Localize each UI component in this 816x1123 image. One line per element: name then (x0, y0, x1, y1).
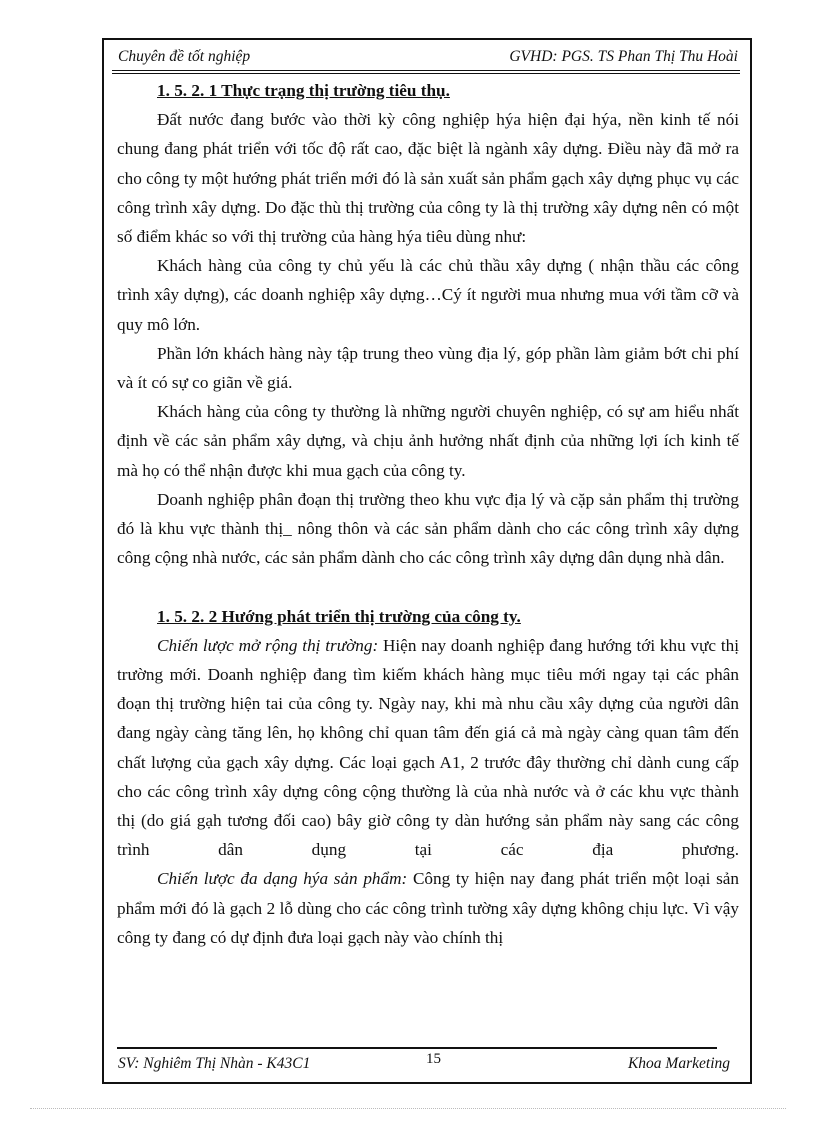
footer-rule (117, 1047, 717, 1049)
page-footer (118, 1053, 730, 1077)
strategy-paragraph-product-diversification (117, 864, 739, 952)
footer-faculty: Khoa Marketing (627, 1055, 730, 1072)
section-heading-1-5-2-2: 1. 5. 2. 2 Hướng phát triển thị trường của công ty. (157, 606, 521, 626)
header-rule-second (112, 73, 740, 74)
blank-line (117, 572, 739, 601)
footer-student: SV: Nghiêm Thị Nhàn - K43C1 (118, 1055, 311, 1072)
section-heading-1-5-2-1: 1. 5. 2. 1 Thực trạng thị trường tiêu thụ. (157, 81, 450, 100)
strategy-text: Công ty hiện nay đang phát triển một loại sản phẩm mới đó là gạch 2 lỗ dùng cho các công trình tường xây dựng không chịu lực. Vì vậy công ty đang có dự định đưa loại gạch này vào chính thị (117, 869, 739, 947)
page-edge-dotted-line (30, 1108, 786, 1109)
body-paragraph: Khách hàng của công ty thường là những người chuyên nghiệp, có sự am hiểu nhất định về các sản phẩm xây dựng, và chịu ảnh hưởng nhất định của những lợi ích kinh tế mà họ có thể nhận được khi mua gạch của công ty. (117, 402, 739, 480)
page-number: 15 (426, 1051, 441, 1067)
header-advisor: GVHD: PGS. TS Phan Thị Thu Hoài (509, 48, 738, 65)
strategy-label: Chiến lược đa dạng hýa sản phẩm: (157, 869, 408, 889)
body-paragraph: Đất nước đang bước vào thời kỳ công nghiệp hýa hiện đại hýa, nền kinh tế nói chung đang phát triển với tốc độ rất cao, đặc biệt là ngành xây dựng. Điều này đã mở ra cho công ty một hướng phát triển mới đó là sản xuất sản phẩm gạch xây dựng phục vụ các công trình xây dựng. Do đặc thù thị trường của công ty là thị trường xây dựng nên có một số điểm khác so với thị trường của hàng hýa tiêu dùng như: (117, 110, 739, 247)
header-rule (112, 70, 740, 71)
strategy-paragraph-market-expansion (117, 631, 739, 865)
strategy-label: Chiến lược mở rộng thị trường: (157, 635, 379, 655)
document-body (117, 76, 739, 952)
body-paragraph: Doanh nghiệp phân đoạn thị trường theo khu vực địa lý và cặp sản phẩm thị trường đó là khu vực thành thị_ nông thôn và các sản phẩm dành cho các công trình xây dựng công cộng nhà nước, các sản phẩm dành cho các công trình xây dựng dân dụng nhà dân. (117, 489, 739, 568)
body-paragraph: Phần lớn khách hàng này tập trung theo vùng địa lý, góp phần làm giảm bớt chi phí và ít có sự co giãn về giá. (117, 343, 739, 393)
strategy-text: Hiện nay doanh nghiệp đang hướng tới khu vực thị trường mới. Doanh nghiệp đang tìm kiếm khách hàng mục tiêu mới ngay tại các phân đoạn thị trường hiện tai của công ty. Ngày nay, khi mà nhu cầu xây dựng của người dân đang ngày càng tăng lên, họ không chỉ quan tâm đến giá cả mà ngày càng quan tâm đến chất lượng của gạch xây dựng. Các loại gạch A1, 2 trước đây thường chỉ dành cung cấp cho các công trình xây dựng công cộng thường là của nhà nước và ở các khu vực thành thị (do giá gạh tương đối cao) bây giờ công ty dàn hướng sản phẩm này sang các công trình dân dụng tại các địa phương. (117, 635, 739, 860)
body-paragraph: Khách hàng của công ty chủ yếu là các chủ thầu xây dựng ( nhận thầu các công trình xây dựng), các doanh nghiệp xây dựng…Cý ít người mua nhưng mua với tầm cỡ và quy mô lớn. (117, 256, 739, 334)
page-header (118, 46, 738, 70)
header-course-title: Chuyên đề tốt nghiệp (118, 48, 251, 65)
